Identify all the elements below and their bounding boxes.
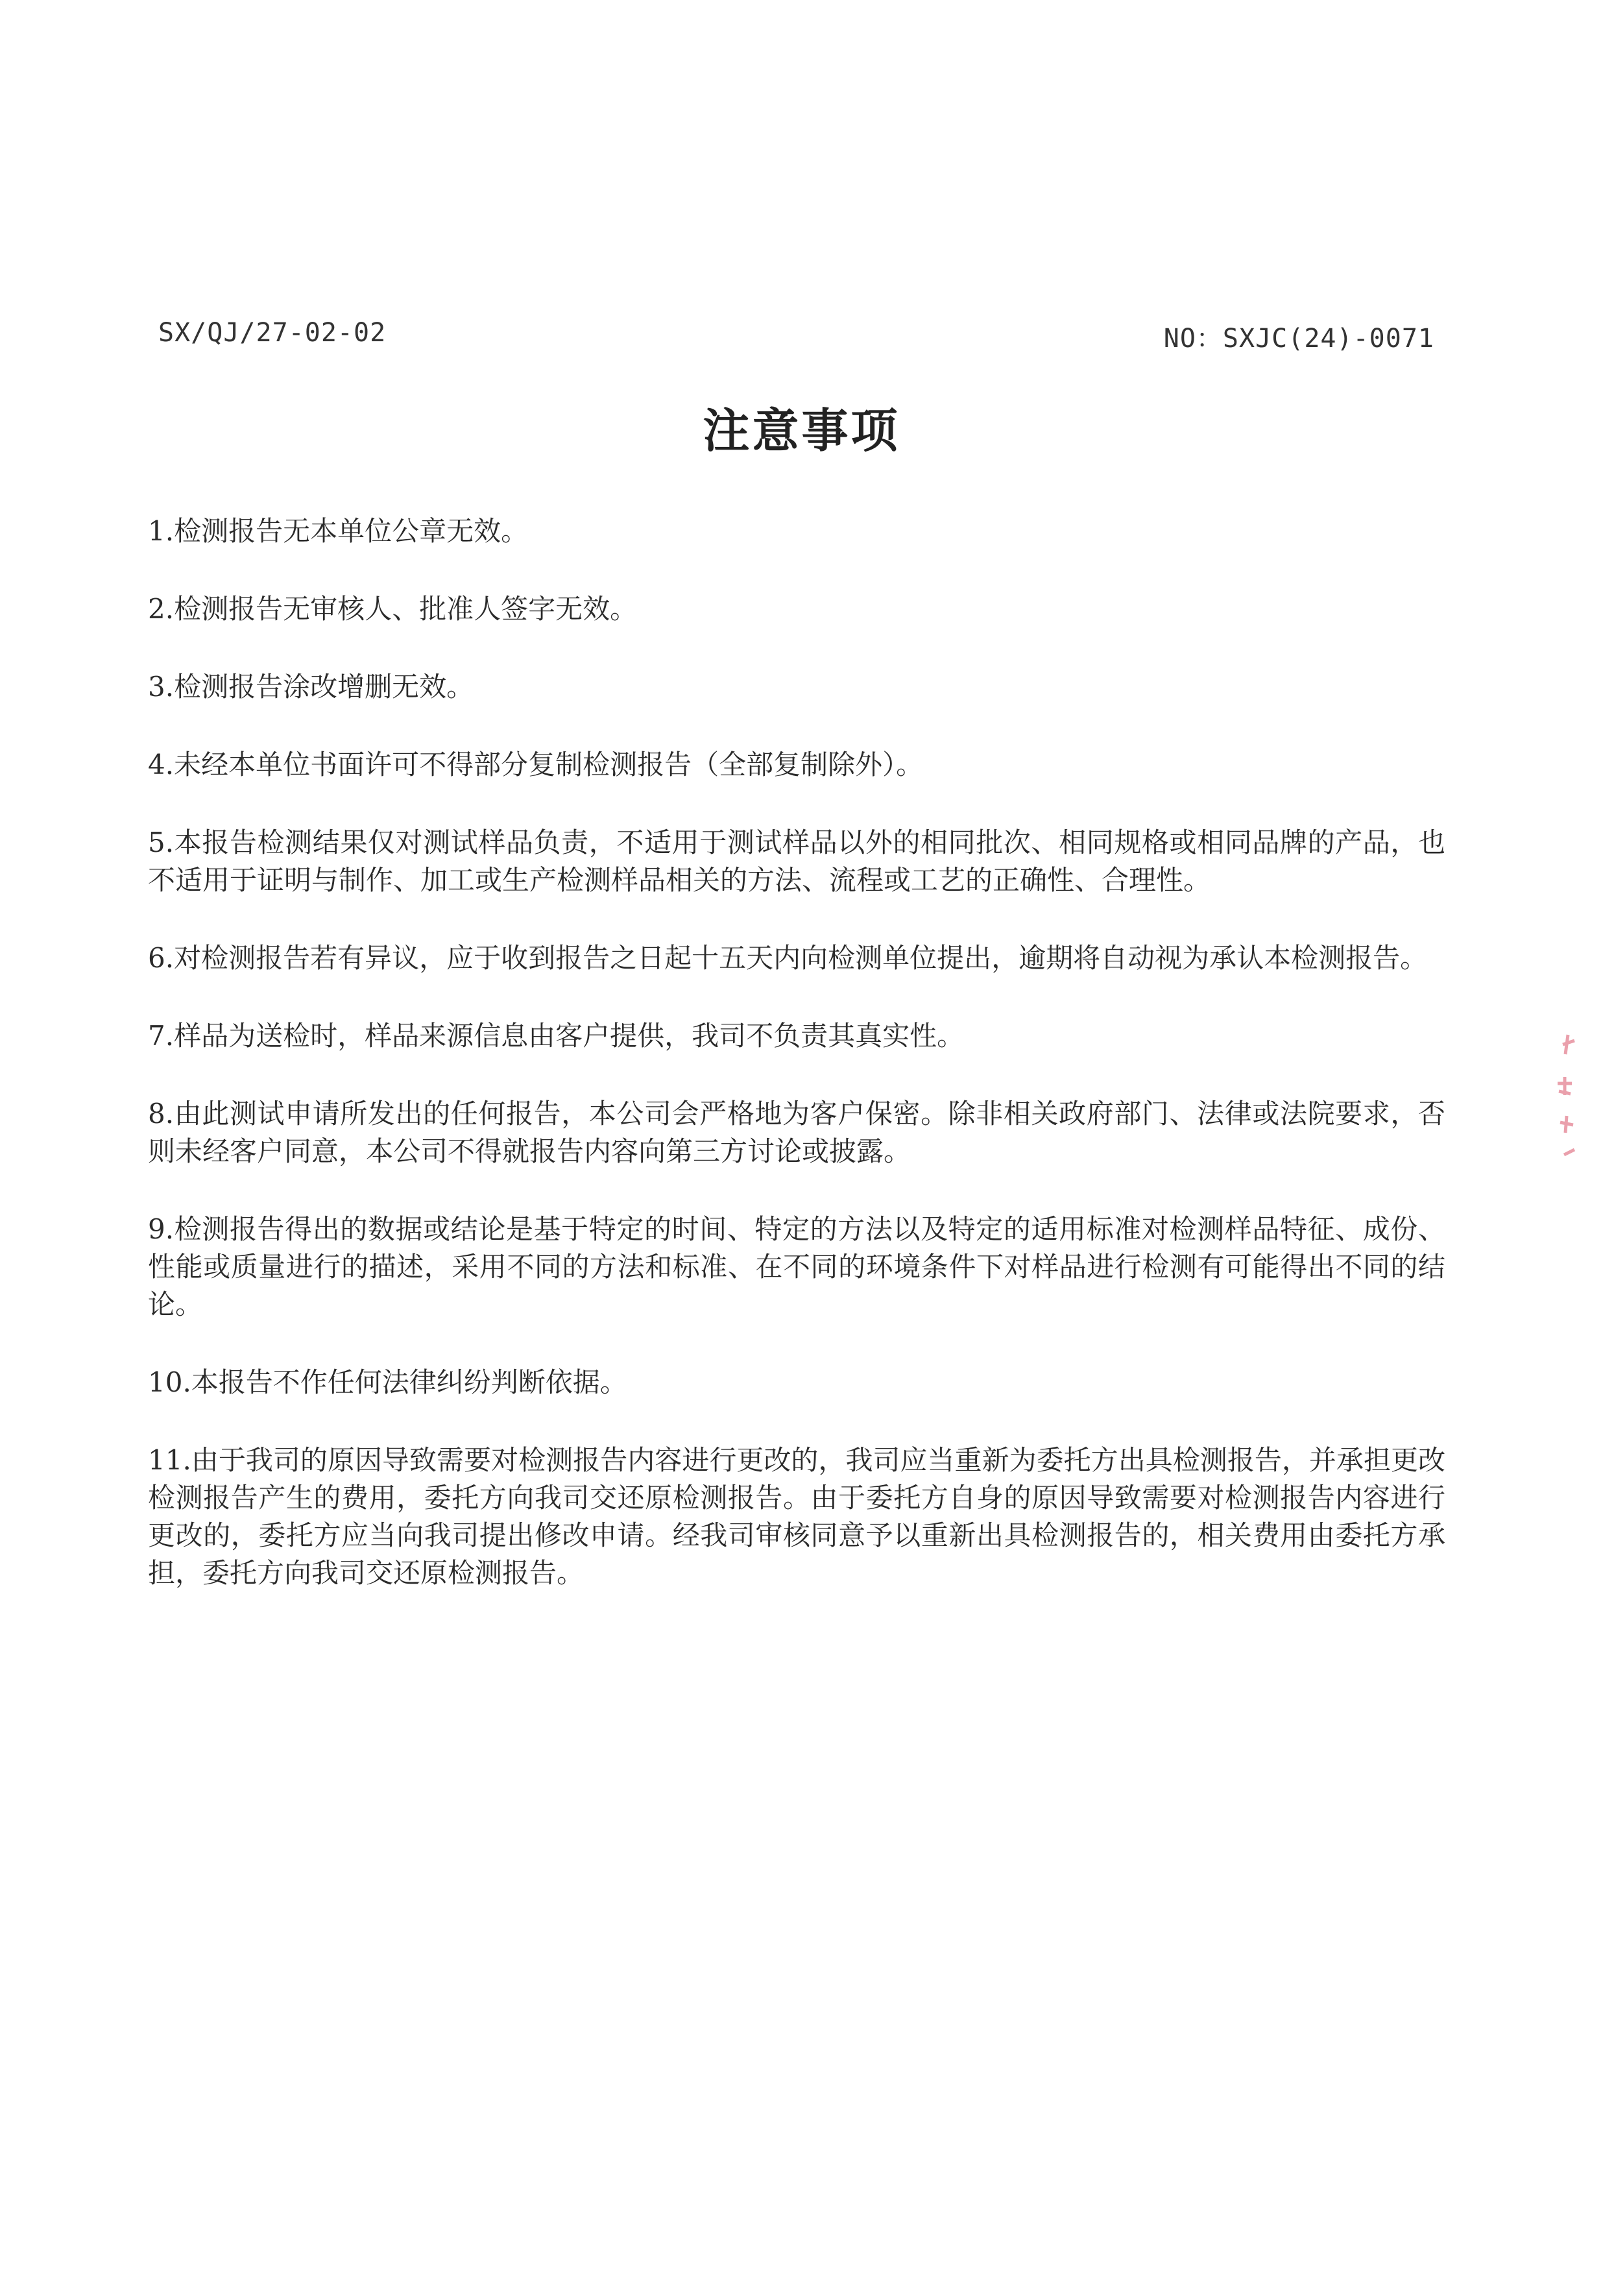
note-item: 3.检测报告涂改增删无效。 [148, 671, 474, 703]
note-item: 2.检测报告无审核人、批准人签字无效。 [148, 593, 638, 625]
note-item: 9.检测报告得出的数据或结论是基于特定的时间、特定的方法以及特定的适用标准对检测样品特征、成份、性能或质量进行的描述，采用不同的方法和标准、在不同的环境条件下对样品进行检测有可能得出不同的结论。 [148, 1213, 1445, 1320]
note-item: 5.本报告检测结果仅对测试样品负责，不适用于测试样品以外的相同批次、相同规格或相同品牌的产品，也不适用于证明与制作、加工或生产检测样品相关的方法、流程或工艺的正确性、合理性。 [148, 827, 1445, 896]
page-title: 注意事项 [703, 404, 900, 458]
report-number: NO：SXJC(24)-0071 [1163, 324, 1434, 354]
notes-list [148, 513, 1445, 1632]
note-item: 1.检测报告无本单位公章无效。 [148, 515, 529, 547]
note-item: 6.对检测报告若有异议，应于收到报告之日起十五天内向检测单位提出，逾期将自动视为承认本检测报告。 [148, 942, 1428, 974]
note-item: 11.由于我司的原因导致需要对检测报告内容进行更改的，我司应当重新为委托方出具检测报告，并承担更改检测报告产生的费用，委托方向我司交还原检测报告。由于委托方自身的原因导致需要对检测报告内容进行更改的，委托方应当向我司提出修改申请。经我司审核同意予以重新出具检测报告的，相关费用由委托方承担，委托方向我司交还原检测报告。 [148, 1444, 1445, 1589]
note-item: 4.未经本单位书面许可不得部分复制检测报告（全部复制除外）。 [148, 749, 924, 780]
note-item: 10.本报告不作任何法律纠纷判断依据。 [148, 1366, 627, 1398]
document-code: SX/QJ/27-02-02 [158, 318, 387, 348]
seal-stamp-fragment [1506, 973, 1603, 1207]
note-item: 7.样品为送检时，样品来源信息由客户提供，我司不负责其真实性。 [148, 1020, 965, 1052]
seal-stamp-glyph-marks [1558, 1035, 1574, 1155]
note-item: 8.由此测试申请所发出的任何报告，本公司会严格地为客户保密。除非相关政府部门、法律或法院要求，否则未经客户同意，本公司不得就报告内容向第三方讨论或披露。 [148, 1098, 1445, 1167]
